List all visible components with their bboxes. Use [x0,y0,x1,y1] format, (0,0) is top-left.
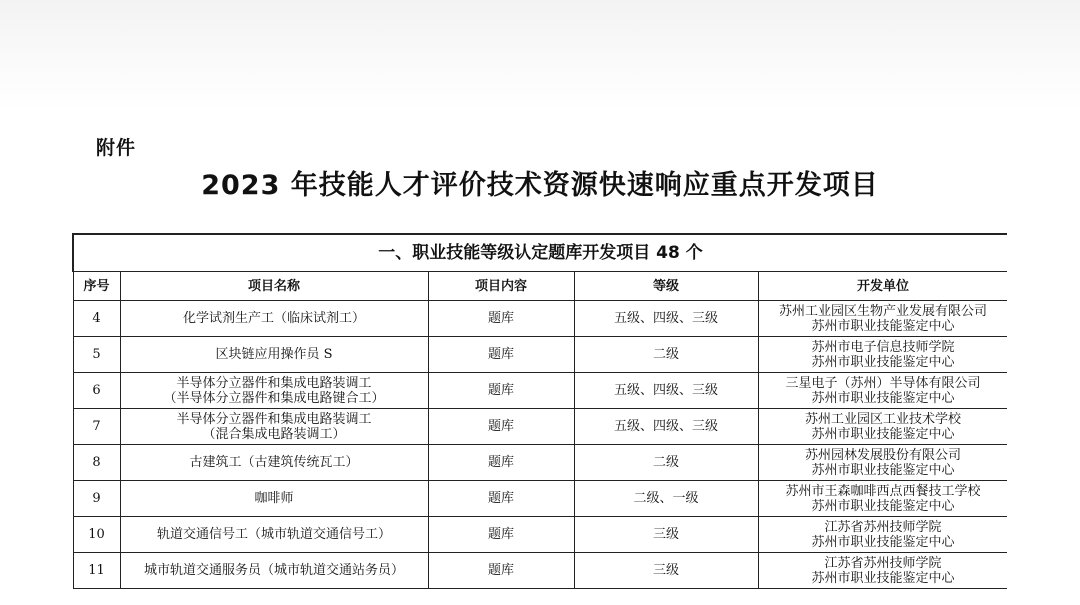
table-row [73,445,1007,481]
level-cell: 二级、一级 [574,481,758,517]
developer-unit-line: 苏州工业园区工业技术学校 [805,411,962,427]
level-cell: 三级 [574,517,758,553]
attachment-label: 附件 [96,137,137,159]
developer-unit-cell [758,337,1007,373]
row-number: 11 [73,553,120,589]
developer-unit-line: 苏州市职业技能鉴定中心 [811,318,955,334]
project-name-cell [120,517,428,553]
project-content-cell: 题库 [428,445,574,481]
developer-unit-line: 苏州市职业技能鉴定中心 [811,534,955,550]
column-header-content: 项目内容 [428,272,574,301]
project-name-line: 咖啡师 [254,491,294,506]
table-row [73,337,1007,373]
project-name-line: （混合集成电路装调工） [202,426,346,442]
developer-unit-line: 苏州市职业技能鉴定中心 [811,570,955,586]
developer-unit-cell [758,373,1007,409]
project-name-cell [120,301,428,337]
project-name-cell [120,481,428,517]
project-name-line: 城市轨道交通服务员（城市轨道交通站务员） [143,563,404,578]
project-name-line: 半导体分立器件和集成电路装调工 [176,411,372,427]
row-number: 8 [73,445,120,481]
developer-unit-line: 苏州工业园区生物产业发展有限公司 [779,303,988,319]
row-number: 7 [73,409,120,445]
project-content-cell: 题库 [428,301,574,337]
table-row [73,373,1007,409]
project-content-cell: 题库 [428,481,574,517]
table-row [73,409,1007,445]
project-name-line: 半导体分立器件和集成电路装调工 [176,375,372,391]
table-body [73,301,1007,589]
level-cell: 五级、四级、三级 [574,373,758,409]
project-content-cell: 题库 [428,517,574,553]
row-number: 4 [73,301,120,337]
project-content-cell: 题库 [428,553,574,589]
developer-unit-line: 江苏省苏州技师学院 [824,519,942,535]
table-row [73,517,1007,553]
developer-unit-line: 苏州市职业技能鉴定中心 [811,426,955,442]
project-name-cell [120,337,428,373]
section-header-row [73,234,1007,272]
developer-unit-line: 苏州市职业技能鉴定中心 [811,498,955,514]
row-number: 6 [73,373,120,409]
project-name-line: 化学试剂生产工（临床试剂工） [182,311,365,326]
project-content-cell: 题库 [428,373,574,409]
project-table-container [72,233,1007,605]
section-title: 一、职业技能等级认定题库开发项目 48 个 [73,234,1007,272]
project-name-line: 轨道交通信号工（城市轨道交通信号工） [156,527,391,542]
column-header-no: 序号 [73,272,120,301]
developer-unit-line: 三星电子（苏州）半导体有限公司 [785,375,981,391]
level-cell: 五级、四级、三级 [574,301,758,337]
developer-unit-cell [758,301,1007,337]
project-name-line: （半导体分立器件和集成电路键合工） [163,390,385,406]
table-row [73,301,1007,337]
developer-unit-cell [758,481,1007,517]
developer-unit-line: 苏州市王森咖啡西点西餐技工学校 [785,483,981,499]
project-content-cell: 题库 [428,409,574,445]
column-header-units: 开发单位 [758,272,1007,301]
developer-unit-line: 苏州市职业技能鉴定中心 [811,354,955,370]
row-number: 5 [73,337,120,373]
project-name-cell [120,445,428,481]
level-cell: 三级 [574,553,758,589]
project-name-cell [120,553,428,589]
developer-unit-line: 苏州市职业技能鉴定中心 [811,390,955,406]
project-content-cell: 题库 [428,337,574,373]
developer-unit-cell [758,553,1007,589]
project-table [72,233,1007,589]
column-header-row [73,272,1007,301]
level-cell: 二级 [574,337,758,373]
developer-unit-line: 苏州园林发展股份有限公司 [805,447,962,463]
project-name-cell [120,409,428,445]
developer-unit-line: 江苏省苏州技师学院 [824,555,942,571]
column-header-name: 项目名称 [120,272,428,301]
row-number: 10 [73,517,120,553]
developer-unit-line: 苏州市职业技能鉴定中心 [811,462,955,478]
column-header-level: 等级 [574,272,758,301]
row-number: 9 [73,481,120,517]
level-cell: 五级、四级、三级 [574,409,758,445]
project-name-line: 古建筑工（古建筑传统瓦工） [189,455,359,470]
developer-unit-cell [758,409,1007,445]
developer-unit-cell [758,517,1007,553]
project-name-cell [120,373,428,409]
developer-unit-cell [758,445,1007,481]
level-cell: 二级 [574,445,758,481]
developer-unit-line: 苏州市电子信息技师学院 [811,339,955,355]
table-row [73,481,1007,517]
table-row [73,553,1007,589]
project-name-line: 区块链应用操作员 S [215,347,333,362]
document-title: 2023 年技能人才评价技术资源快速响应重点开发项目 [201,170,879,201]
